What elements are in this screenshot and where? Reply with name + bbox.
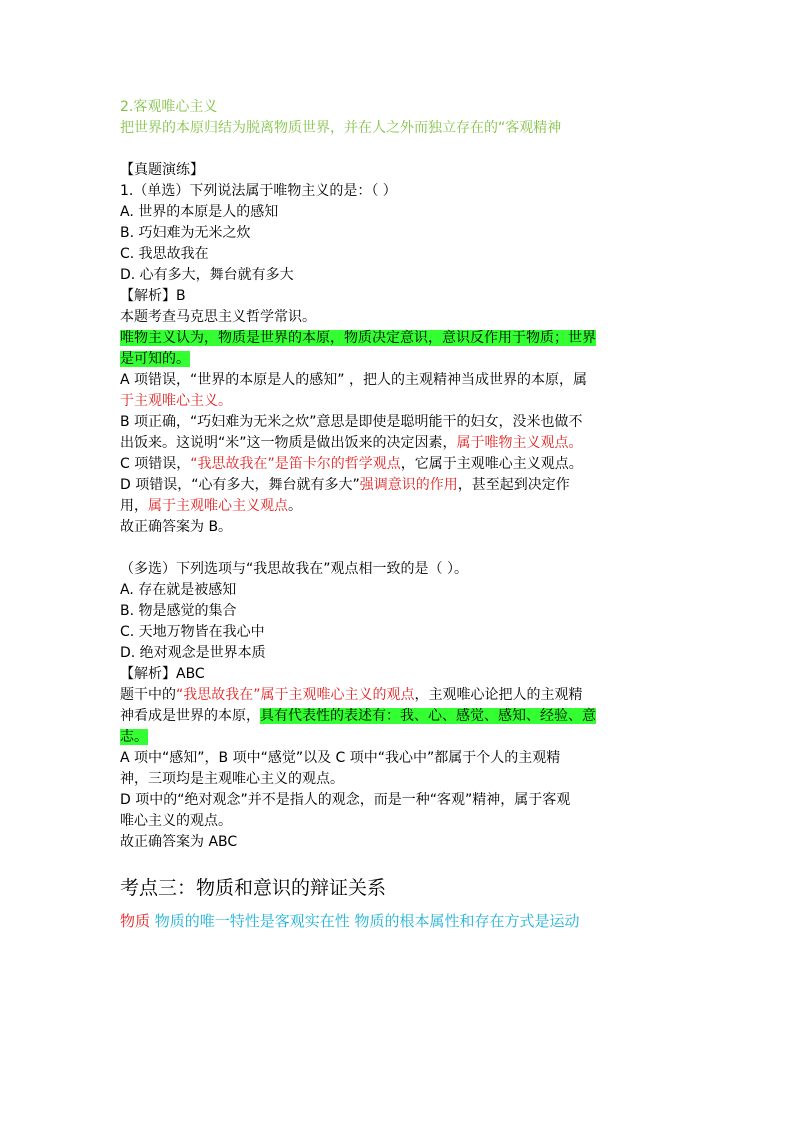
red-text: “我思故我在”属于主观唯心主义的观点 bbox=[176, 687, 415, 703]
plain-text: 出饭来。这说明“米”这一物质是做出饭来的决定因素， bbox=[120, 435, 457, 451]
question-2-option-d: D. 绝对观念是世界本质 bbox=[120, 645, 266, 661]
question-2-d-line-2: 唯心主义的观点。 bbox=[120, 813, 232, 829]
question-1-option-d: D. 心有多大，舞台就有多大 bbox=[120, 267, 294, 283]
red-text: “我思故我在”是笛卡尔的哲学观点 bbox=[190, 456, 401, 472]
question-1-answer: 【解析】B bbox=[120, 288, 186, 304]
plain-text: 。 bbox=[288, 498, 302, 514]
question-1-d-line-1 bbox=[120, 475, 680, 496]
section-definition: 把世界的本原归结为脱离物质世界，并在人之外而独立存在的“客观精神 bbox=[120, 120, 562, 136]
question-2-analysis-line-2 bbox=[120, 706, 680, 727]
question-2-analysis-line-1 bbox=[120, 685, 680, 706]
question-1-highlight-line-1 bbox=[120, 328, 680, 349]
question-1-conclusion: 故正确答案为 B。 bbox=[120, 519, 233, 535]
question-1-c-line bbox=[120, 454, 680, 475]
section-title: 2.客观唯心主义 bbox=[120, 99, 218, 115]
highlighted-text: 唯物主义认为，物质是世界的本原，物质决定意识，意识反作用于物质；世界 bbox=[120, 330, 596, 346]
question-1-a-line-1: A 项错误，“世界的本原是人的感知” ，把人的主观精神当成世界的本原，属 bbox=[120, 372, 587, 388]
topic-line bbox=[120, 910, 680, 932]
question-2-abc-line-2: 神，三项均是主观唯心主义的观点。 bbox=[120, 771, 344, 787]
section-heading: 考点三：物质和意识的辩证关系 bbox=[120, 877, 387, 899]
question-2-analysis-line-3 bbox=[120, 727, 680, 748]
topic-description: 物质的唯一特性是客观实在性 物质的根本属性和存在方式是运动 bbox=[150, 912, 580, 930]
question-2-option-c: C. 天地万物皆在我心中 bbox=[120, 624, 265, 640]
plain-text: ，甚至起到决定作 bbox=[457, 477, 570, 493]
question-1-stem: 1.（单选）下列说法属于唯物主义的是：（ ） bbox=[120, 183, 397, 199]
plain-text: 题干中的 bbox=[120, 687, 176, 703]
question-1-highlight-line-2 bbox=[120, 349, 680, 370]
question-2-stem: （多选）下列选项与“我思故我在”观点相一致的是（ ）。 bbox=[120, 561, 468, 577]
spacer bbox=[120, 139, 680, 160]
red-text: 属于唯物主义观点。 bbox=[456, 435, 583, 451]
question-1-b-line-2 bbox=[120, 433, 680, 454]
question-1-d-line-2 bbox=[120, 496, 680, 517]
question-1-a-line-2: 于主观唯心主义。 bbox=[120, 393, 232, 409]
question-2-option-a: A. 存在就是被感知 bbox=[120, 582, 237, 598]
plain-text: C 项错误， bbox=[120, 456, 191, 472]
question-2-d-line-1: D 项中的“绝对观念”并不是指人的观念，而是一种“客观”精神，属于客观 bbox=[120, 792, 571, 808]
spacer bbox=[120, 538, 680, 559]
plain-text: D 项错误，“心有多大，舞台就有多大” bbox=[120, 477, 360, 493]
question-1-option-b: B. 巧妇难为无米之炊 bbox=[120, 225, 251, 241]
highlighted-text: 是可知的。 bbox=[120, 351, 190, 367]
plain-text: 用， bbox=[120, 498, 148, 514]
highlighted-text: 具有代表性的表述有：我、心、感觉、感知、经验、意 bbox=[260, 708, 596, 724]
plain-text: ，主观唯心论把人的主观精 bbox=[414, 687, 583, 703]
question-1-intro: 本题考查马克思主义哲学常识。 bbox=[120, 309, 316, 325]
red-text: 强调意识的作用 bbox=[359, 477, 458, 493]
highlighted-text: 志。 bbox=[120, 729, 148, 745]
plain-text: ，它属于主观唯心主义观点。 bbox=[400, 456, 583, 472]
document-content bbox=[120, 97, 680, 932]
plain-text: 神看成是世界的本原， bbox=[120, 708, 260, 724]
question-2-option-b: B. 物是感觉的集合 bbox=[120, 603, 237, 619]
practice-header: 【真题演练】 bbox=[120, 162, 204, 178]
question-2-conclusion: 故正确答案为 ABC bbox=[120, 834, 238, 850]
question-2-answer: 【解析】ABC bbox=[120, 666, 205, 682]
question-1-option-a: A. 世界的本原是人的感知 bbox=[120, 204, 279, 220]
question-2-abc-line-1: A 项中“感知”，B 项中“感觉”以及 C 项中“我心中”都属于个人的主观精 bbox=[120, 750, 561, 766]
red-text: 属于主观唯心主义观点 bbox=[148, 498, 288, 514]
question-1-b-line-1: B 项正确，“巧妇难为无米之炊”意思是即使是聪明能干的妇女，没米也做不 bbox=[120, 414, 583, 430]
topic-keyword: 物质 bbox=[120, 912, 151, 930]
question-1-option-c: C. 我思故我在 bbox=[120, 246, 209, 262]
